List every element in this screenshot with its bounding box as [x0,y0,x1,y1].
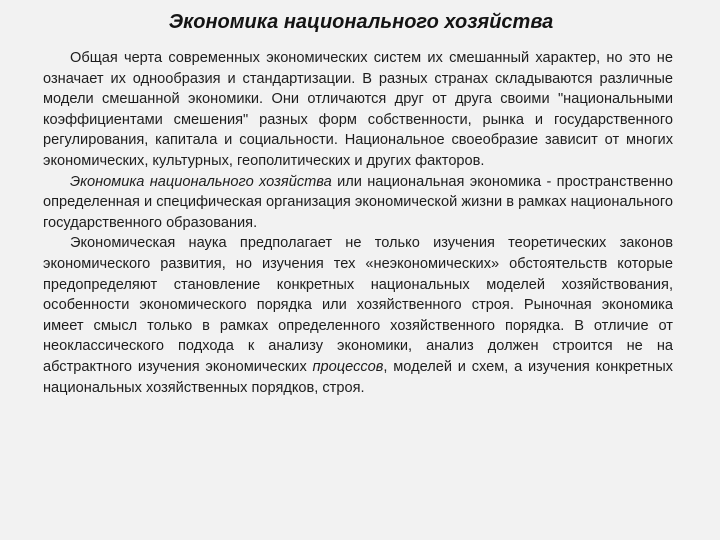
term-processes: процессов [312,358,384,375]
paragraph-2-text: или национальная экономика - пространственно определенная и специфическая организация экономической жизни в рамках национального государственного образования. [43,173,673,231]
slide-body [43,48,673,398]
paragraph-economic-science [43,233,673,398]
paragraph-definition [43,172,673,234]
paragraph-3-end: , моделей и схем, а изучения конкретных национальных хозяйственных порядков, строя. [43,358,673,396]
paragraph-1-text: Общая черта современных экономических систем их смешанный характер, но это не означает их однообразия и стандартизации. В разных странах складываются различные модели смешанной экономики. Они отличаются друг от друга своими "национальными коэффициентами смешения" разных форм собственности, рынка и государственного регулирования, капитала и социальности. Национальное своеобразие зависит от многих экономических, культурных, геополитических и других факторов. [43,50,673,169]
paragraph-mixed-economy [43,48,673,172]
slide-title: Экономика национального хозяйства [168,11,554,33]
paragraph-3-start: Экономическая наука предполагает не только изучения теоретических законов экономического развития, но изучения тех «неэкономических» обстоятельств которые предопределяют становление конкретных национальных моделей хозяйствования, особенности экономического порядка или хозяйственного строя. Рыночная экономика имеет смысл только в рамках определенного хозяйственного порядка. В отличие от неоклассического подхода к анализу экономики, анализ должен строится не на абстрактного изучения экономических [43,235,673,375]
term-national-economy: Экономика национального хозяйства [70,173,332,190]
